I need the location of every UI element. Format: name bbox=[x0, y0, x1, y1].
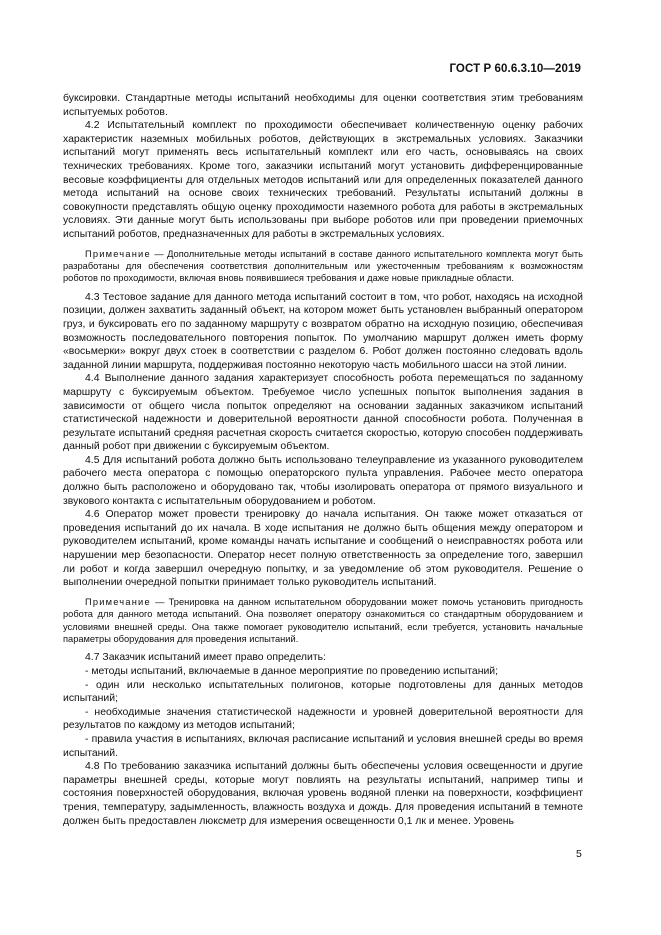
paragraph-4-8: 4.8 По требованию заказчика испытаний должны быть обеспечены условия освещенности и другие параметры внешней среды, которые могут повлиять на результаты испытаний, например типы и состояния поверхностей оборудования, включая уровень водяной пленки на поверхности, коэффициент трения, температуру, задымленность, влажность воздуха и дождь. Для проведения испытаний в темноте должен быть предоставлен люксметр для измерения освещенности 0,1 лк и менее. Уровень bbox=[63, 761, 583, 827]
page-number: 5 bbox=[576, 848, 582, 860]
document-body bbox=[63, 92, 583, 828]
note-label: Примечание bbox=[85, 596, 151, 607]
list-item: - один или несколько испытательных полигонов, которые подготовлены для данных методов испытаний; bbox=[63, 679, 583, 705]
paragraph: буксировки. Стандартные методы испытаний необходимы для оценки соответствия этим требованиям испытуемых роботов. bbox=[63, 93, 583, 118]
list-item: - методы испытаний, включаемые в данное мероприятие по проведению испытаний; bbox=[85, 666, 499, 678]
note-label: Примечание bbox=[85, 248, 151, 259]
paragraph-4-2: 4.2 Испытательный комплект по проходимости обеспечивает количественную оценку рабочих характеристик наземных мобильных роботов, действующих в экстремальных условиях. Заказчики испытаний могут применять весь испытательный комплект или его часть, основываясь на своих технических требованиях. Кроме того, заказчики испытаний могут установить дифференцированные весовые коэффициенты для отдельных методов испытаний или для определенных показателей данного метода испытаний на основе своих технических требований. Результаты испытаний должны в совокупности представлять общую оценку проходимости наземного робота для работы в экстремальных условиях. Эти данные могут быть использованы при выборе роботов или при проведении приемочных испытаний роботов, предназначенных для работы в экстремальных условиях. bbox=[63, 120, 583, 240]
paragraph-4-7: 4.7 Заказчик испытаний имеет право определить: bbox=[85, 652, 326, 664]
paragraph-4-4: 4.4 Выполнение данного задания характеризует способность робота перемещаться по заданному маршруту с буксируемым объектом. Требуемое число успешных попыток выполнения задания в зависимости от общего числа попыток определяют на основании заданных заказчиком испытаний статистической надежности и доверительной вероятности данной способности робота. Полученная в результате испытаний средняя расчетная скорость считается скоростью, которую способен поддерживать данный робот при движении с буксируемым объектом. bbox=[63, 373, 583, 453]
paragraph-4-5: 4.5 Для испытаний робота должно быть использовано телеуправление из указанного руководителем рабочего места оператора с помощью операторского пульта управления. Рабочее место оператора должно быть расположено и оборудовано так, чтобы изолировать оператора от прямого визуального и звукового контакта с испытательным оборудованием и роботом. bbox=[63, 454, 583, 507]
note-text: — Дополнительные методы испытаний в составе данного испытательного комплекта могут быть разработаны для обеспечения соответствия дополнительным или ужесточенным требованиям к возможностям роботов по проходимости, включая вновь появившиеся требования и даже новые прикладные области. bbox=[63, 248, 583, 284]
note-text: — Тренировка на данном испытательном оборудовании может помочь установить пригодность робота для данного метода испытаний. Она позволяет оператору ознакомиться со стандартным оборудованием и условиями внешней среды. Она также помогает руководителю испытаний, если требуется, установить начальные параметры оборудования для проведения испытаний. bbox=[63, 596, 583, 645]
note-2 bbox=[63, 596, 583, 646]
document-code: ГОСТ Р 60.6.3.10—2019 bbox=[449, 63, 581, 75]
list-item: - правила участия в испытаниях, включая расписание испытаний и условия внешней среды во время испытаний. bbox=[63, 734, 583, 759]
paragraph-4-6: 4.6 Оператор может провести тренировку до начала испытания. Он также может отказаться от проведения испытаний до их начала. В ходе испытания не должно быть общения между оператором и руководителем испытаний, кроме команды начать испытание и сообщений о неисправностях робота или нарушении мер безопасности. Оператор несет полную ответственность за определение того, завершил ли робот и когда завершил очередную попытку, и за уведомление об этом руководителя. Решение о выполнении очередной попытки принимает только руководитель испытаний. bbox=[63, 509, 583, 589]
note-1 bbox=[63, 248, 583, 285]
paragraph-4-3: 4.3 Тестовое задание для данного метода испытаний состоит в том, что робот, находясь на исходной позиции, должен захватить заданный объект, на котором может быть установлен выбранный оператором груз, и буксировать его по заданному маршруту с возвратом обратно на исходную позицию, обеспечивая возможность последовательного повторения попыток. По умолчанию маршрут должен иметь форму «восьмерки» вокруг двух стоек в соответствии с разделом 6. Робот должен постоянно следовать вдоль заданной линии маршрута, поддерживая постоянно некоторую часть мобильного шасси на этой линии. bbox=[63, 291, 583, 371]
list-item: - необходимые значения статистической надежности и уровней доверительной вероятности для результатов по каждому из методов испытаний; bbox=[63, 706, 583, 732]
